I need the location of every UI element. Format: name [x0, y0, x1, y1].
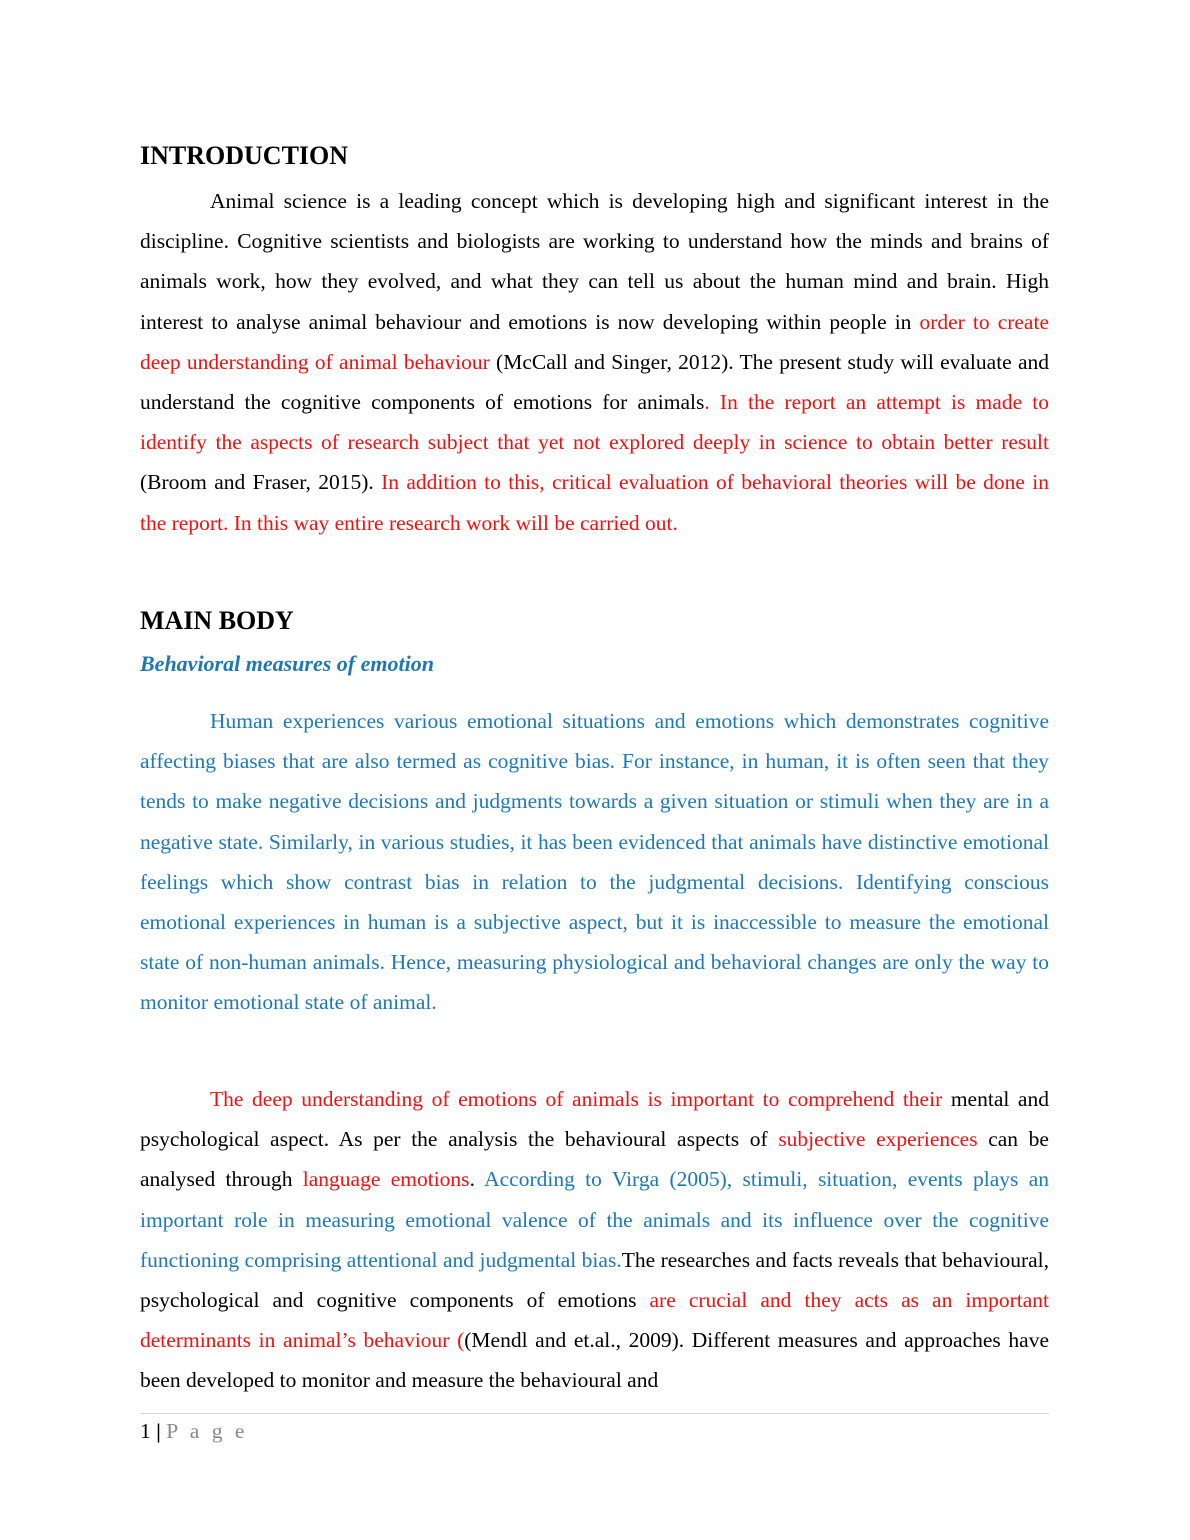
text-run: . [469, 1167, 485, 1192]
text-run: (Mendl and et.al., 2009). Different measures and approaches have been developed to monitor and measure the behavioural and [140, 1328, 1049, 1393]
text-run: In addition to this, critical evaluation of behavioral theories will be done in the report. In this way entire research work will be carried out. [140, 470, 1049, 535]
introduction-paragraph [140, 181, 1049, 543]
text-run: . In the report an attempt is made to identify the aspects of research subject that yet not explored deeply in science to obtain better result [140, 390, 1049, 455]
text-run: The deep understanding of emotions of animals is important to comprehend their [210, 1087, 943, 1111]
text-run: The researches and facts reveals that behavioural, psychological and cognitive components of emotions [140, 1247, 1049, 1313]
footer-divider [140, 1413, 1049, 1414]
text-run: subjective experiences [778, 1127, 978, 1152]
footer-separator: | [156, 1419, 161, 1443]
text-run: Animal science is a leading concept which is developing high and significant interest in the discipline. Cognitive scientists and biologists are working to understand how the minds and brains of animals work, how they evolved, and what they can tell us about the human mind and brain. High interest to analyse animal behaviour and emotions is now developing within people in [140, 189, 1049, 334]
behavioral-measures-paragraph: Human experiences various emotional situations and emotions which demonstrates cognitive affecting biases that are also termed as cognitive bias. For instance, in human, it is often seen that they tends to make negative decisions and judgments towards a given situation or stimuli when they are in a negative state. Similarly, in various studies, it has been evidenced that animals have distinctive emotional feelings which show contrast bias in relation to the judgmental decisions. Identifying conscious emotional experiences in human is a subjective aspect, but it is inaccessible to measure the emotional state of non-human animals. Hence, measuring physiological and behavioral changes are only the way to monitor emotional state of animal. [140, 709, 1049, 1015]
page-footer [140, 1418, 248, 1444]
text-run: order to create deep understanding of animal behaviour [140, 309, 1049, 374]
text-run: are crucial and they acts as an important determinants in animal’s behaviour ( [140, 1288, 1049, 1353]
text-run: (McCall and Singer, 2012). The present study will evaluate and understand the cognitive components of emotions for animals [140, 349, 1050, 415]
page-label: P a g e [166, 1419, 248, 1443]
text-run: mental and psychological aspect. As per the analysis the behavioural aspects of [140, 1087, 1049, 1152]
section-subheading: Behavioral measures of emotion [140, 651, 434, 676]
main-body-heading: MAIN BODY [140, 606, 294, 635]
text-run: (Broom and Fraser, 2015). [140, 470, 382, 495]
text-run: According to Virga (2005), stimuli, situation, events plays an important role in measuring emotional valence of the animals and its influence over the cognitive functioning comprising attentional and judgmental bias. [140, 1167, 1049, 1272]
text-run: can be analysed through [140, 1127, 1049, 1192]
page-number: 1 [140, 1419, 151, 1443]
emotions-paragraph [140, 1079, 1049, 1401]
introduction-heading: INTRODUCTION [140, 141, 349, 170]
text-run: language emotions [302, 1167, 470, 1192]
